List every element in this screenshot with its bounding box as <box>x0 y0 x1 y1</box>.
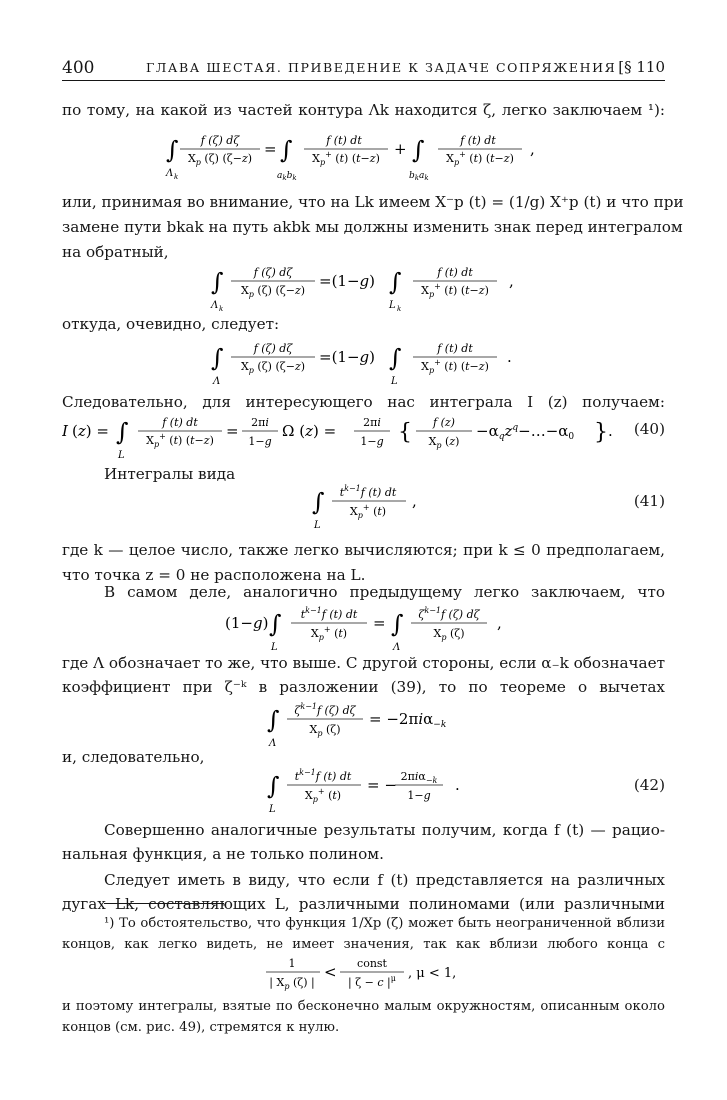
svg-text:=: = <box>373 614 386 632</box>
equation-41 <box>310 480 440 532</box>
svg-text:L: L <box>271 642 278 653</box>
paragraph-text: или, принимая во внимание, что на Lk имеем X⁻p (t) = (1/g) X⁺p (t) и что при <box>62 193 684 211</box>
svg-text:∫: ∫ <box>391 610 404 638</box>
svg-text:f (t) dt: f (t) dt <box>460 134 496 147</box>
svg-text:Λ: Λ <box>213 376 221 387</box>
svg-text:Xp+ (t) (t−z): $X_p^+$ (t) (t−z) <box>312 150 380 167</box>
svg-text:1−g: 1−g <box>248 435 272 448</box>
equation-number: (41) <box>633 492 665 510</box>
footnote-text: концов (см. рис. 49), стремятся к нулю. <box>62 1020 340 1035</box>
equation-inverse-orientation <box>205 258 535 314</box>
svg-text:Xp (ζ) (ζ−z): $X_p$ (ζ) (ζ−z) <box>187 152 253 167</box>
svg-text:akbk: $a_kb_k$ <box>277 171 297 182</box>
paragraph-text: В самом деле, аналогично предыдущему легко заключаем, что <box>104 583 665 601</box>
svg-text:L: L <box>389 300 396 311</box>
equation-lambda-relation <box>205 334 525 390</box>
paragraph-text: замене пути bkak на путь akbk мы должны изменить знак перед интегралом <box>62 218 683 236</box>
svg-text:∫: ∫ <box>211 268 224 296</box>
page-number: 400 <box>62 58 95 78</box>
svg-text:Λ: Λ <box>211 300 219 311</box>
svg-text:(1−g): (1−g) <box>225 614 269 632</box>
paragraph-text: Следует иметь в виду, что если f (t) представляется на различных <box>104 871 665 889</box>
svg-text:f (t) dt: f (t) dt <box>437 266 473 279</box>
paragraph-text: коэффициент при ζ⁻ᵏ в разложении (39), то по теореме о вычетах <box>62 678 665 696</box>
svg-text:k: k <box>397 305 402 313</box>
svg-text:L: L <box>391 376 398 387</box>
svg-text:f (ζ) dζ: f (ζ) dζ <box>253 266 293 279</box>
svg-text:| Xp (ζ) |: | $X_p$ (ζ) | <box>269 976 315 991</box>
svg-text:1−g: 1−g <box>407 789 431 802</box>
running-header <box>62 58 665 81</box>
svg-text:.: . <box>507 348 512 366</box>
svg-text:L: L <box>118 450 125 461</box>
svg-text:∫: ∫ <box>389 344 402 372</box>
svg-text:Xp (ζ) (ζ−z): $X_p$ (ζ) (ζ−z) <box>240 360 306 375</box>
paragraph-text: откуда, очевидно, следует: <box>62 315 280 333</box>
svg-text:f (t) dt: f (t) dt <box>162 416 198 429</box>
svg-text:=: = <box>226 422 239 440</box>
svg-text:2πi: 2πi <box>363 416 381 429</box>
paragraph-text: дугах Lk, составляющих L, различными полиномами (или различными <box>62 895 665 913</box>
svg-text:Λ: Λ <box>269 738 277 749</box>
svg-text:L: L <box>269 804 276 815</box>
svg-text:=(1−g): =(1−g) <box>319 348 376 366</box>
svg-text:f (z): f (z) <box>433 416 455 429</box>
svg-text:Ω (z) =: Ω (z) = <box>282 422 337 440</box>
paragraph-text: где k — целое число, также легко вычисляются; при k ≤ 0 предполагаем, <box>62 541 665 559</box>
footnote-text: концов, как легко видеть, не имеет значения, так как вблизи любого конца c <box>62 937 665 952</box>
footnote-text: и поэтому интегралы, взятые по бесконечно малым окружностям, описанным около <box>62 999 665 1014</box>
svg-text:f (t) dt: f (t) dt <box>326 134 362 147</box>
svg-text:Xp+ (t) (t−z): $X_p^+$ (t) (t−z) <box>421 282 489 299</box>
svg-text:Xp+ (t): $X_p^+$ (t) <box>349 503 387 520</box>
paragraph-text: на обратный, <box>62 243 169 261</box>
paragraph-text: где Λ обозначает то же, что выше. С другой стороны, если α₋k обозначает <box>62 654 665 672</box>
svg-text:I: I <box>62 422 68 440</box>
svg-text:Xp+ (t): $X_p^+$ (t) <box>304 787 342 804</box>
svg-text:∫: ∫ <box>166 136 179 164</box>
svg-text:}: } <box>594 420 608 445</box>
svg-text:Xp (z): $X_p$ (z) <box>428 435 460 450</box>
equation-40 <box>62 408 622 464</box>
svg-text:f (t) dt: f (t) dt <box>437 342 473 355</box>
paragraph-text: что точка z = 0 не расположена на L. <box>62 566 366 584</box>
paragraph-text: и, следовательно, <box>62 748 205 766</box>
svg-text:,: , <box>530 140 535 158</box>
svg-text:tk−1f (t) dt: $t^{k-1}f$ (t) dt <box>339 484 397 499</box>
svg-text:Xp+ (t) (t−z): $X_p^+$ (t) (t−z) <box>146 432 214 449</box>
svg-text:| ζ − c |μ: | ζ − c $|^\mu$ <box>348 974 396 989</box>
svg-text:const: const <box>357 957 387 970</box>
svg-text:.: . <box>455 776 460 794</box>
svg-text:1: 1 <box>288 957 296 970</box>
svg-text:∫: ∫ <box>267 772 280 800</box>
running-title: ГЛАВА ШЕСТАЯ. ПРИВЕДЕНИЕ К ЗАДАЧЕ СОПРЯЖЕНИЯ <box>146 60 617 75</box>
section-reference: [§ 110 <box>618 58 665 76</box>
paragraph-text: Следовательно, для интересующего нас интеграла I (z) получаем: <box>62 393 665 411</box>
svg-text:−αqzq−…−α0: $-\alpha_qz^q-\dots-\alpha_0$ <box>476 422 575 442</box>
svg-text:<: < <box>324 963 337 981</box>
svg-text:=: = <box>264 140 277 158</box>
svg-text:tk−1f (t) dt: $t^{k-1}f$ (t) dt <box>300 606 358 621</box>
svg-text:∫: ∫ <box>116 418 129 446</box>
svg-text:,: , <box>497 614 502 632</box>
svg-text:= −: = − <box>367 776 397 794</box>
svg-text:tk−1f (t) dt: $t^{k-1}f$ (t) dt <box>294 768 352 783</box>
svg-text:Xp+ (t) (t−z): $X_p^+$ (t) (t−z) <box>446 150 514 167</box>
footnote-text: ¹) То обстоятельство, что функция 1/Xp (ζ) может быть неограниченной вблизи <box>104 916 665 931</box>
svg-text:∫: ∫ <box>312 488 325 516</box>
equation-power-integral <box>225 600 515 654</box>
footnote-rule <box>104 903 224 904</box>
svg-text:∫: ∫ <box>211 344 224 372</box>
svg-text:,: , <box>509 272 514 290</box>
svg-text:Λ: Λ <box>166 168 174 179</box>
equation-contour-split <box>160 124 580 184</box>
svg-text:f (ζ) dζ: f (ζ) dζ <box>253 342 293 355</box>
svg-text:2πiα−k: 2πiα$_{-k}$ <box>400 770 438 785</box>
svg-text:.: . <box>608 422 613 440</box>
svg-text:Xp (ζ): $X_p$ (ζ) <box>433 627 465 642</box>
equation-footnote-bound <box>262 954 492 994</box>
svg-text:=(1−g): =(1−g) <box>319 272 376 290</box>
svg-text:ζk−1f (ζ) dζ: $\zeta^{k-1}f$ (ζ) dζ <box>418 606 480 621</box>
svg-text:k: k <box>174 173 179 181</box>
svg-text:∫: ∫ <box>412 136 425 164</box>
svg-text:+: + <box>394 140 407 158</box>
svg-text:{: { <box>398 420 412 445</box>
svg-text:(z) =: (z) = <box>72 422 109 440</box>
svg-text:k: k <box>219 305 224 313</box>
svg-text:∫: ∫ <box>280 136 293 164</box>
svg-text:= −2πiα−k: = −2πiα$_{-k}$ <box>369 710 447 730</box>
equation-residue <box>265 696 475 750</box>
svg-text:bkak: $b_ka_k$ <box>409 171 429 182</box>
equation-42 <box>265 762 485 818</box>
svg-text:,: , <box>412 492 417 510</box>
svg-text:1−g: 1−g <box>360 435 384 448</box>
svg-text:∫: ∫ <box>269 610 282 638</box>
svg-text:∫: ∫ <box>389 268 402 296</box>
paragraph-text: нальная функция, а не только полином. <box>62 845 384 863</box>
equation-number: (40) <box>633 420 665 438</box>
svg-text:L: L <box>314 520 321 531</box>
svg-text:∫: ∫ <box>267 706 280 734</box>
svg-text:Xp+ (t) (t−z): $X_p^+$ (t) (t−z) <box>421 358 489 375</box>
paragraph-text: по тому, на какой из частей контура Λk находится ζ, легко заключаем ¹): <box>62 101 665 119</box>
svg-text:2πi: 2πi <box>251 416 269 429</box>
paragraph-text: Совершенно аналогичные результаты получим, когда f (t) — рацио- <box>104 821 665 839</box>
svg-text:Xp+ (t): $X_p^+$ (t) <box>310 625 348 642</box>
svg-text:Λ: Λ <box>393 642 401 653</box>
svg-text:f (ζ) dζ: f (ζ) dζ <box>200 134 240 147</box>
svg-text:, μ < 1,: , μ < 1, <box>408 966 457 981</box>
svg-text:Xp (ζ): $X_p$ (ζ) <box>309 723 341 738</box>
equation-number: (42) <box>633 776 665 794</box>
paragraph-text: Интегралы вида <box>104 465 236 483</box>
svg-text:ζk−1f (ζ) dζ: $\zeta^{k-1}f$ (ζ) dζ <box>294 702 356 717</box>
svg-text:Xp (ζ) (ζ−z): $X_p$ (ζ) (ζ−z) <box>240 284 306 299</box>
